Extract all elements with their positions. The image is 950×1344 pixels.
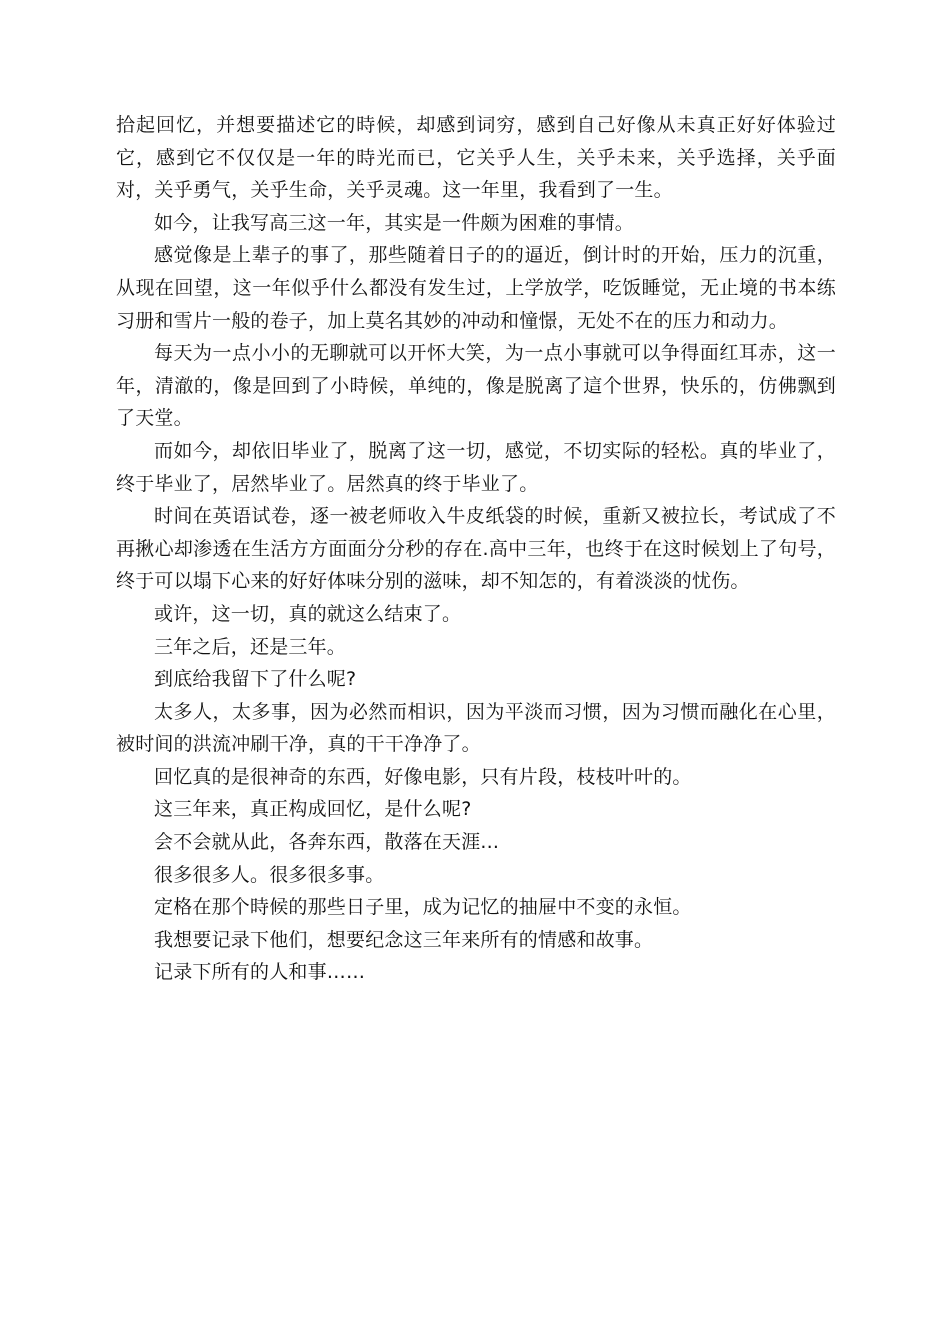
paragraph-7: 或许，这一切，真的就这么结束了。 (154, 602, 462, 625)
paragraph-2: 如今，让我写高三这一年，其实是一件颇为困难的事情。 (154, 211, 635, 234)
paragraph-12: 这三年来，真正构成回忆，是什么呢? (154, 798, 472, 821)
paragraph-4: 每天为一点小小的无聊就可以开怀大笑，为一点小事就可以争得面红耳赤，这一年，清澈的，像是回到了小時候，单纯的，像是脱离了這个世界，快乐的，仿佛飘到了天堂。 (116, 342, 836, 430)
paragraph-3: 感觉像是上辈子的事了，那些随着日子的的逼近，倒计时的开始，压力的沉重，从现在回望，这一年似乎什么都没有发生过，上学放学，吃饭睡觉，无止境的书本练习册和雪片一般的卷子，加上莫名其妙的冲动和憧憬，无处不在的压力和动力。 (116, 244, 836, 332)
paragraph-5: 而如今，却依旧毕业了，脱离了这一切，感觉，不切实际的轻松。真的毕业了，终于毕业了，居然毕业了。居然真的终于毕业了。 (116, 439, 836, 495)
paragraph-8: 三年之后，还是三年。 (154, 635, 347, 658)
paragraph-10: 太多人，太多事，因为必然而相识，因为平淡而习惯，因为习惯而融化在心里，被时间的洪流冲刷干净，真的干干净净了。 (116, 700, 836, 756)
paragraph-1: 拾起回忆，并想要描述它的時候，却感到词穷，感到自己好像从未真正好好体验过它，感到它不仅仅是一年的時光而已，它关乎人生，关乎未来，关乎选择，关乎面对，关乎勇气，关乎生命，关乎灵魂。这一年里，我看到了一生。 (116, 114, 836, 202)
paragraph-16: 我想要记录下他们，想要纪念这三年来所有的情感和故事。 (154, 928, 654, 951)
paragraph-14: 很多很多人。很多很多事。 (154, 863, 385, 886)
essay-body (116, 109, 836, 989)
paragraph-17: 记录下所有的人和事…… (154, 961, 366, 984)
paragraph-6: 时间在英语试卷，逐一被老师收入牛皮纸袋的时候，重新又被拉长，考试成了不再揪心却渗透在生活方方面面分分秒的存在.高中三年，也终于在这时候划上了句号，终于可以塌下心来的好好体味分别的滋味，却不知怎的，有着淡淡的忧伤。 (116, 505, 836, 593)
paragraph-11: 回忆真的是很神奇的东西，好像电影，只有片段，枝枝叶叶的。 (154, 765, 692, 788)
paragraph-15: 定格在那个時候的那些日子里，成为记忆的抽屉中不变的永恒。 (154, 896, 692, 919)
paragraph-13: 会不会就从此，各奔东西，散落在天涯... (154, 831, 500, 854)
paragraph-9: 到底给我留下了什么呢? (154, 668, 357, 691)
